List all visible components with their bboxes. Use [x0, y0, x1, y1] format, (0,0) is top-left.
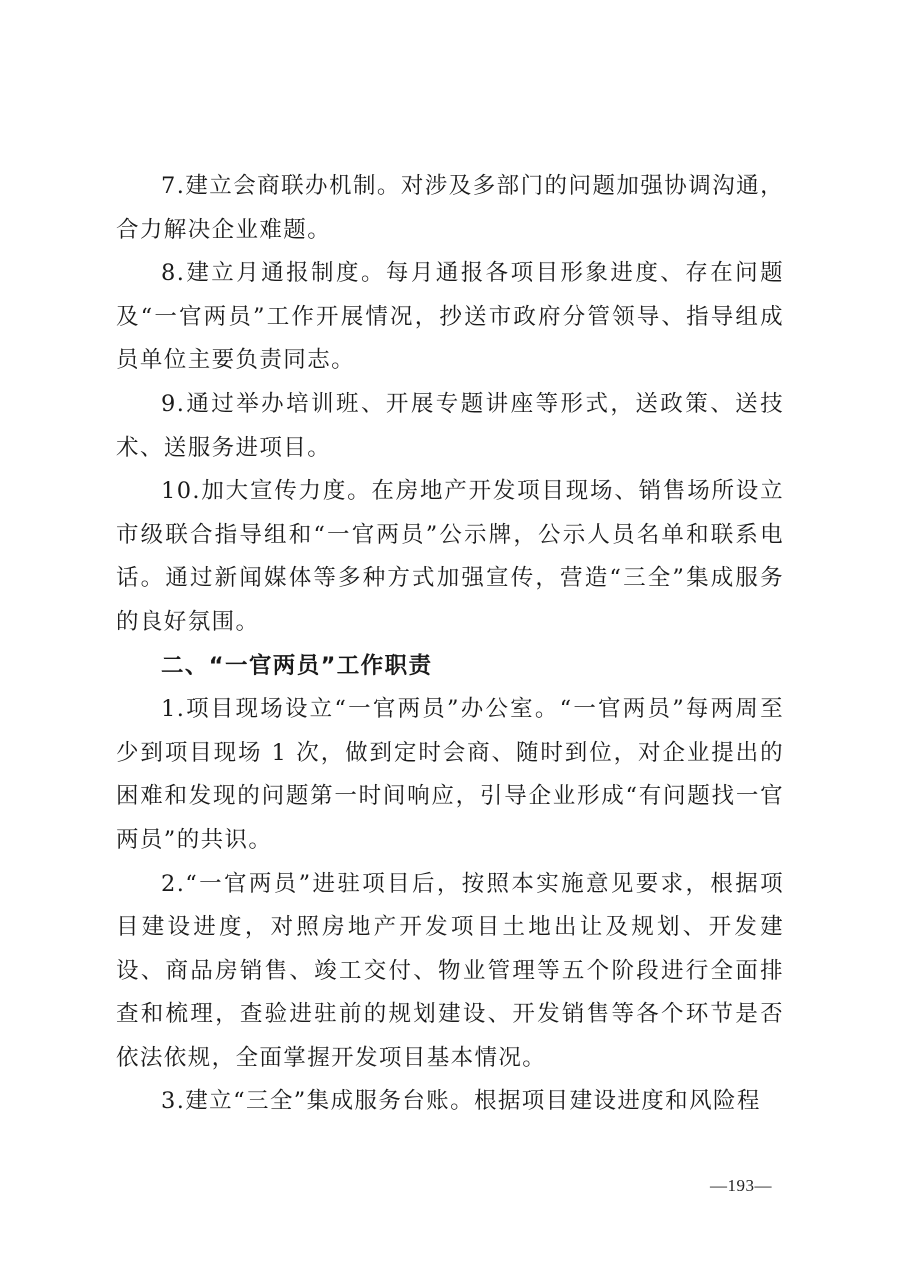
paragraph-item-8: 8.建立月通报制度。每月通报各项目形象进度、存在问题及“一官两员”工作开展情况，抄送市政府分管领导、指导组成员单位主要负责同志。 [116, 260, 784, 374]
section-paragraph-1: 1.项目现场设立“一官两员”办公室。“一官两员”每两周至少到项目现场 1 次，做到定时会商、随时到位，对企业提出的困难和发现的问题第一时间响应，引导企业形成“有问题找一官两员”的共识。 [116, 696, 784, 853]
document-body [116, 165, 784, 1124]
paragraph-item-10: 10.加大宣传力度。在房地产开发项目现场、销售场所设立市级联合指导组和“一官两员”公示牌，公示人员名单和联系电话。通过新闻媒体等多种方式加强宣传，营造“三全”集成服务的良好氛围。 [116, 478, 784, 635]
section-paragraph-3: 3.建立“三全”集成服务台账。根据项目建设进度和风险程 [161, 1088, 761, 1115]
section-heading: 二、“一官两员”工作职责 [161, 652, 433, 679]
section-paragraph-2: 2.“一官两员”进驻项目后，按照本实施意见要求，根据项目建设进度，对照房地产开发项目土地出让及规划、开发建设、商品房销售、竣工交付、物业管理等五个阶段进行全面排查和梳理，查验进驻前的规划建设、开发销售等各个环节是否依法依规，全面掌握开发项目基本情况。 [116, 870, 784, 1071]
paragraph-item-9: 9.通过举办培训班、开展专题讲座等形式，送政策、送技术、送服务进项目。 [116, 390, 784, 461]
page-number: —193— [710, 1176, 772, 1195]
paragraph-item-7: 7.建立会商联办机制。对涉及多部门的问题加强协调沟通，合力解决企业难题。 [116, 173, 784, 243]
